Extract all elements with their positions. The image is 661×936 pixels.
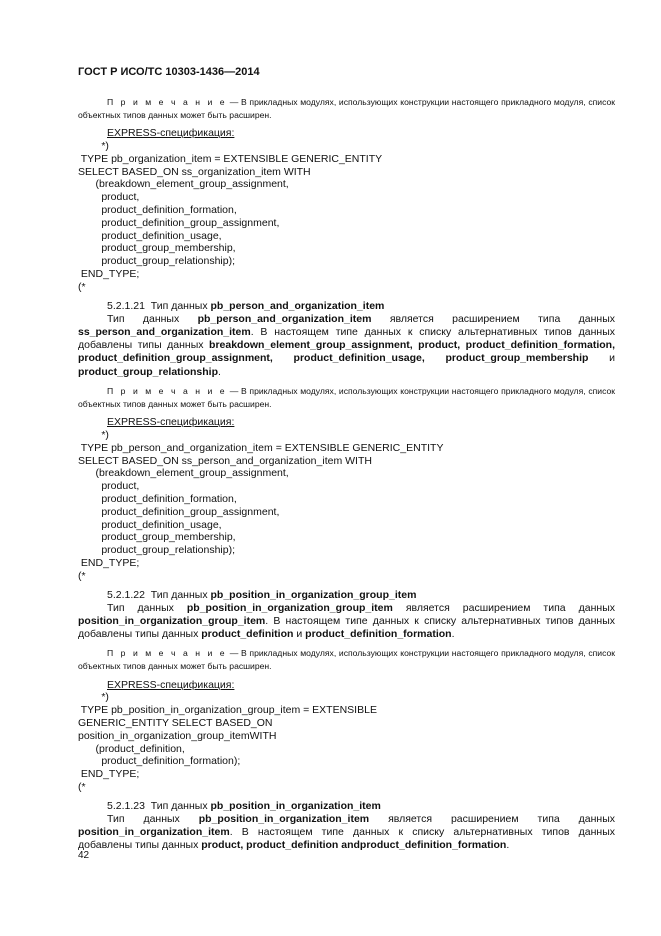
code-line: (*: [78, 280, 86, 293]
code-line: (*: [78, 569, 86, 582]
code-line: TYPE pb_organization_item = EXTENSIBLE GENERIC_ENTITY: [78, 152, 383, 165]
code-line: product_group_relationship);: [78, 255, 236, 268]
code-line: TYPE pb_position_in_organization_group_item = EXTENSIBLE: [78, 704, 377, 717]
section-paragraph-5-2-1-22: [78, 602, 615, 642]
section-paragraph-5-2-1-23: [78, 813, 615, 853]
code-line: product_group_membership,: [78, 531, 236, 544]
para-text: и: [609, 352, 616, 365]
code-line: END_TYPE;: [78, 267, 140, 280]
code-line: *): [78, 691, 109, 704]
express-label: EXPRESS-спецификация:: [107, 127, 235, 140]
para-base-type: position_in_organization_group_item: [78, 614, 266, 627]
para-added-types: product, product_definition andproduct_definition_formation: [201, 839, 507, 852]
para-text: Тип данных: [107, 812, 180, 825]
code-line: *): [78, 429, 109, 442]
section-heading-5-2-1-22: [107, 589, 615, 602]
note-label: П р и м е ч а н и е: [107, 97, 227, 107]
section-title-prefix: Тип данных: [150, 588, 208, 601]
note-text: — В прикладных модулях, использующих конструкции настоящего прикладного модуля, список объектных типов данных может быть расширен.: [78, 97, 615, 120]
express-label: EXPRESS-спецификация:: [107, 678, 235, 691]
para-type-name: pb_position_in_organization_group_item: [186, 601, 393, 614]
page-content: [78, 96, 615, 859]
code-line: product,: [78, 191, 140, 204]
code-line: product_definition_usage,: [78, 518, 222, 531]
code-lines-1: [78, 140, 615, 294]
para-text: . В настоящем типе данных к списку альтернативных типов данных добавлены типы данных: [78, 826, 615, 852]
code-line: SELECT BASED_ON ss_person_and_organization_item WITH: [78, 454, 372, 467]
section-number: 5.2.1.22: [107, 588, 145, 601]
para-text: является расширением типа данных: [388, 812, 616, 825]
section-title-type: pb_position_in_organization_item: [210, 799, 381, 812]
para-text: Тип данных: [107, 312, 180, 325]
express-block-3: [78, 679, 615, 794]
code-line: GENERIC_ENTITY SELECT BASED_ON: [78, 717, 273, 730]
section-paragraph-5-2-1-21: [78, 313, 615, 379]
para-base-type: position_in_organization_item: [78, 826, 230, 839]
note-1: [78, 96, 615, 121]
section-number: 5.2.1.21: [107, 299, 145, 312]
express-block-2: [78, 416, 615, 582]
express-block-1: [78, 127, 615, 293]
note-2: [78, 385, 615, 410]
code-line: (breakdown_element_group_assignment,: [78, 467, 289, 480]
para-text: Тип данных: [107, 601, 174, 614]
section-title-prefix: Тип данных: [150, 799, 208, 812]
section-title-type: pb_person_and_organization_item: [210, 299, 385, 312]
section-title-type: pb_position_in_organization_group_item: [210, 588, 417, 601]
code-line: TYPE pb_person_and_organization_item = EXTENSIBLE GENERIC_ENTITY: [78, 441, 444, 454]
para-text: является расширением типа данных: [405, 601, 616, 614]
code-line: product_definition_formation,: [78, 203, 237, 216]
para-added-types: product_definition_formation: [305, 628, 452, 641]
para-text: .: [451, 628, 455, 641]
para-type-name: pb_position_in_organization_item: [198, 812, 370, 825]
para-text: . В настоящем типе данных к списку альтернативных типов данных добавлены типы данных: [78, 325, 615, 352]
section-title-prefix: Тип данных: [150, 299, 208, 312]
code-line: product_group_membership,: [78, 242, 236, 255]
page-number: 42: [78, 850, 90, 861]
para-added-types: product_definition: [201, 628, 294, 641]
para-base-type: ss_person_and_organization_item: [78, 325, 251, 338]
code-line: product_definition_group_assignment,: [78, 216, 280, 229]
para-added-types: product_group_relationship: [78, 365, 219, 378]
code-line: product_definition_formation);: [78, 755, 241, 768]
code-line: (*: [78, 781, 86, 794]
code-line: (product_definition,: [78, 742, 185, 755]
document-header: ГОСТ Р ИСО/ТС 10303-1436—2014: [78, 66, 260, 78]
section-heading-5-2-1-23: [107, 800, 615, 813]
section-heading-5-2-1-21: [107, 300, 615, 313]
code-lines-2: [78, 429, 615, 583]
para-text: . В настоящем типе данных к списку альтернативных типов данных добавлены типы данных: [78, 614, 615, 641]
code-line: position_in_organization_group_itemWITH: [78, 729, 277, 742]
code-line: product,: [78, 480, 140, 493]
code-line: product_group_relationship);: [78, 544, 236, 557]
code-lines-3: [78, 691, 615, 793]
code-line: *): [78, 139, 109, 152]
para-type-name: pb_person_and_organization_item: [197, 312, 372, 325]
para-added-types: breakdown_element_group_assignment, product, product_definition_formation, product_definition_group_assignment, product_definition_usage, product_group_membership: [78, 339, 616, 365]
note-text: — В прикладных модулях, использующих конструкции настоящего прикладного модуля, список объектных типов данных может быть расширен.: [78, 648, 615, 672]
code-line: product_definition_group_assignment,: [78, 505, 280, 518]
code-line: SELECT BASED_ON ss_organization_item WITH: [78, 165, 311, 178]
para-text: является расширением типа данных: [389, 312, 616, 325]
para-text: .: [218, 365, 221, 378]
note-label: П р и м е ч а н и е: [107, 386, 227, 397]
para-text: и: [296, 628, 303, 641]
code-line: END_TYPE;: [78, 556, 140, 569]
express-label: EXPRESS-спецификация:: [107, 416, 235, 429]
note-text: — В прикладных модулях, использующих конструкции настоящего прикладного модуля, список объектных типов данных может быть расширен.: [78, 386, 615, 409]
code-line: END_TYPE;: [78, 768, 140, 781]
note-label: П р и м е ч а н и е: [107, 648, 227, 659]
code-line: product_definition_usage,: [78, 229, 222, 242]
code-line: product_definition_formation,: [78, 493, 237, 505]
section-number: 5.2.1.23: [107, 799, 145, 812]
note-3: [78, 647, 615, 672]
code-line: (breakdown_element_group_assignment,: [78, 178, 289, 191]
para-text: .: [506, 839, 510, 852]
